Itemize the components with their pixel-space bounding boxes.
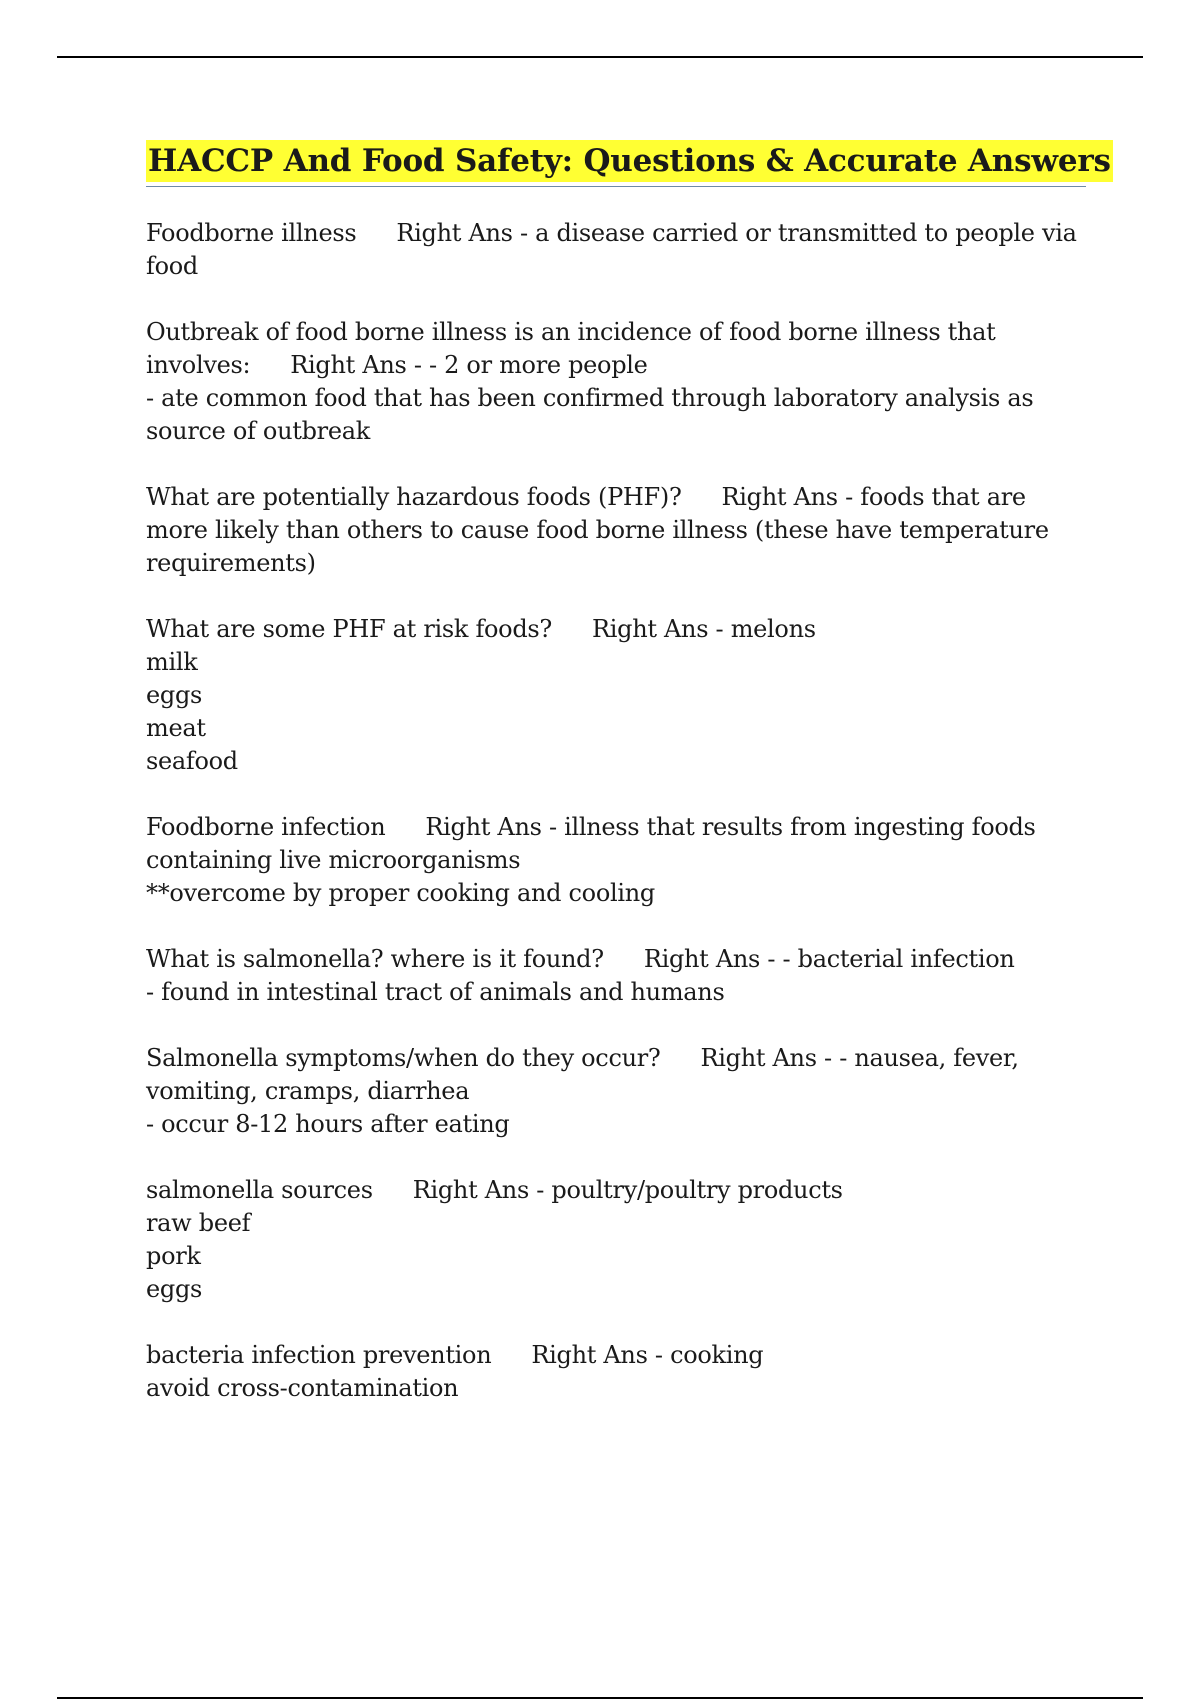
qa-item (146, 316, 1086, 448)
answer-line: avoid cross-contamination (146, 1374, 459, 1402)
answer-line: milk (146, 648, 198, 676)
question-text: involves: (146, 351, 251, 379)
qa-item (146, 1174, 1086, 1306)
question-text: bacteria infection prevention (146, 1341, 492, 1369)
answer-line: - found in intestinal tract of animals and humans (146, 978, 725, 1006)
qa-item (146, 943, 1086, 1009)
page-top-rule (57, 56, 1143, 58)
answer-line: more likely than others to cause food borne illness (these have temperature (146, 516, 1049, 544)
qa-line (146, 1042, 1086, 1075)
qa-line (146, 1339, 1086, 1372)
answer-text: Right Ans - a disease carried or transmitted to people via (396, 219, 1077, 247)
qa-item (146, 811, 1086, 910)
answer-line: food (146, 252, 198, 280)
answer-text: Right Ans - poultry/poultry products (412, 1176, 843, 1204)
answer-line: eggs (146, 1275, 203, 1303)
answer-text: Right Ans - - 2 or more people (290, 351, 648, 379)
page-bottom-rule (57, 1697, 1143, 1699)
qa-item (146, 481, 1086, 580)
question-text: Salmonella symptoms/when do they occur? (146, 1044, 661, 1072)
qa-item (146, 613, 1086, 778)
qa-item (146, 1042, 1086, 1141)
qa-line (146, 481, 1086, 514)
question-text: Outbreak of food borne illness is an incidence of food borne illness that (146, 318, 996, 346)
answer-text: Right Ans - illness that results from ingesting foods (425, 813, 1036, 841)
question-text: Foodborne illness (146, 219, 357, 247)
answer-line: eggs (146, 681, 203, 709)
title-underline (146, 140, 1111, 187)
qa-line (146, 217, 1086, 250)
answer-line: **overcome by proper cooking and cooling (146, 879, 655, 907)
qa-line (146, 613, 1086, 646)
question-text: What are potentially hazardous foods (PHF)? (146, 483, 682, 511)
answer-text: Right Ans - cooking (531, 1341, 764, 1369)
document-title: HACCP And Food Safety: Questions & Accurate Answers (146, 140, 1113, 182)
document-body (146, 140, 1111, 1438)
answer-line: - ate common food that has been confirmed through laboratory analysis as (146, 384, 1034, 412)
question-text: What is salmonella? where is it found? (146, 945, 604, 973)
question-text: salmonella sources (146, 1176, 373, 1204)
qa-line (146, 811, 1086, 844)
answer-line: vomiting, cramps, diarrhea (146, 1077, 470, 1105)
answer-text: Right Ans - melons (591, 615, 816, 643)
answer-line: meat (146, 714, 206, 742)
answer-text: Right Ans - - bacterial infection (643, 945, 1015, 973)
answer-line: pork (146, 1242, 201, 1270)
answer-text: Right Ans - foods that are (721, 483, 1026, 511)
qa-line (146, 943, 1086, 976)
answer-line: seafood (146, 747, 238, 775)
question-text: What are some PHF at risk foods? (146, 615, 552, 643)
answer-line: raw beef (146, 1209, 251, 1237)
answer-line: containing live microorganisms (146, 846, 521, 874)
answer-line: - occur 8-12 hours after eating (146, 1110, 510, 1138)
answer-text: Right Ans - - nausea, fever, (700, 1044, 1019, 1072)
qa-item (146, 1339, 1086, 1405)
qa-item (146, 217, 1086, 283)
question-text: Foodborne infection (146, 813, 386, 841)
qa-line (146, 1174, 1086, 1207)
qa-line (146, 349, 1086, 382)
answer-line: source of outbreak (146, 417, 370, 445)
answer-line: requirements) (146, 549, 316, 577)
